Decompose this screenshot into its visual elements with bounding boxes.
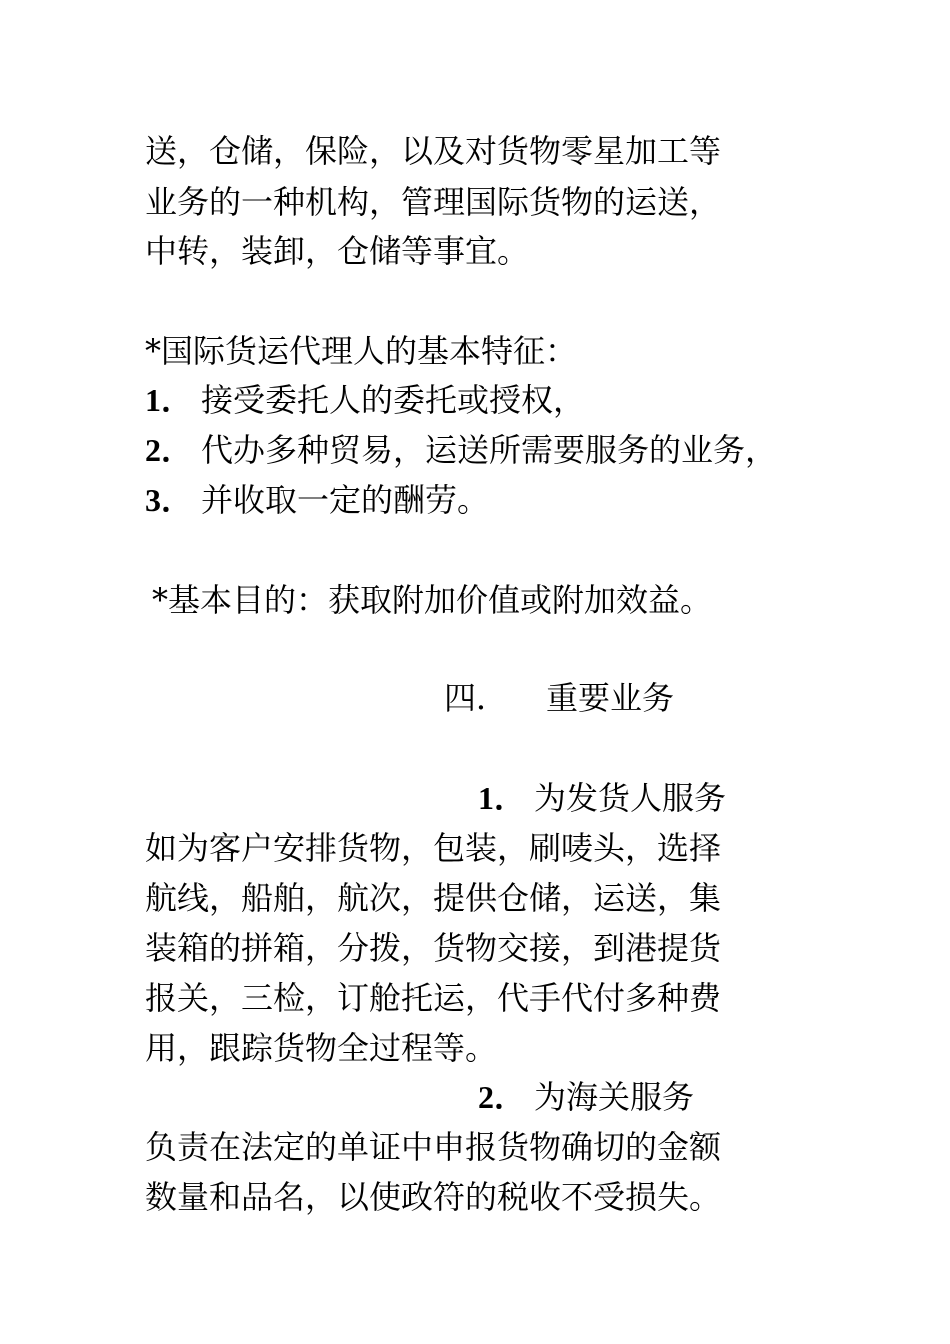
feature-item-1-number: 1． xyxy=(145,382,194,418)
section-number: 四． xyxy=(444,679,509,717)
service2-line-2: 数量和品名，以使政符的税收不受损失。 xyxy=(145,1178,722,1216)
feature-item-1-text: 接受委托人的委托或授权， xyxy=(201,381,586,419)
feature-item-2-text: 代办多种贸易，运送所需要服务的业务， xyxy=(201,431,778,469)
intro-line-1: 送，仓储，保险，以及对货物零星加工等 xyxy=(145,132,722,170)
service1-line-5: 用，跟踪货物全过程等。 xyxy=(145,1029,498,1067)
features-title: *国际货运代理人的基本特征： xyxy=(145,332,578,370)
intro-line-2: 业务的一种机构，管理国际货物的运送， xyxy=(145,183,722,221)
section-title: 重要业务 xyxy=(546,679,675,717)
purpose-line: *基本目的：获取附加价值或附加效益。 xyxy=(152,581,713,619)
feature-item-3-number: 3． xyxy=(145,482,194,518)
service1-line-2: 航线，船舶，航次，提供仓储，运送，集 xyxy=(145,879,722,917)
intro-line-3: 中转，装卸，仓储等事宜。 xyxy=(145,232,530,270)
feature-item-1 xyxy=(145,380,585,420)
service2-title: 为海关服务 xyxy=(534,1078,695,1116)
service1-line-1: 如为客户安排货物，包装，刷唛头，选择 xyxy=(145,829,722,867)
service1-heading xyxy=(478,778,726,818)
service1-title: 为发货人服务 xyxy=(534,779,727,817)
service1-line-3: 装箱的拼箱，分拨，货物交接，到港提货 xyxy=(145,929,722,967)
section-heading xyxy=(444,678,674,718)
service1-line-4: 报关，三检，订舱托运，代手代付多种费 xyxy=(145,979,722,1017)
feature-item-2 xyxy=(145,430,777,470)
service2-line-1: 负责在法定的单证中申报货物确切的金额 xyxy=(145,1128,722,1166)
service2-number: 2． xyxy=(478,1079,527,1115)
feature-item-2-number: 2． xyxy=(145,432,194,468)
feature-item-3 xyxy=(145,480,489,520)
service1-number: 1． xyxy=(478,780,527,816)
service2-heading xyxy=(478,1077,694,1117)
feature-item-3-text: 并收取一定的酬劳。 xyxy=(201,481,490,519)
